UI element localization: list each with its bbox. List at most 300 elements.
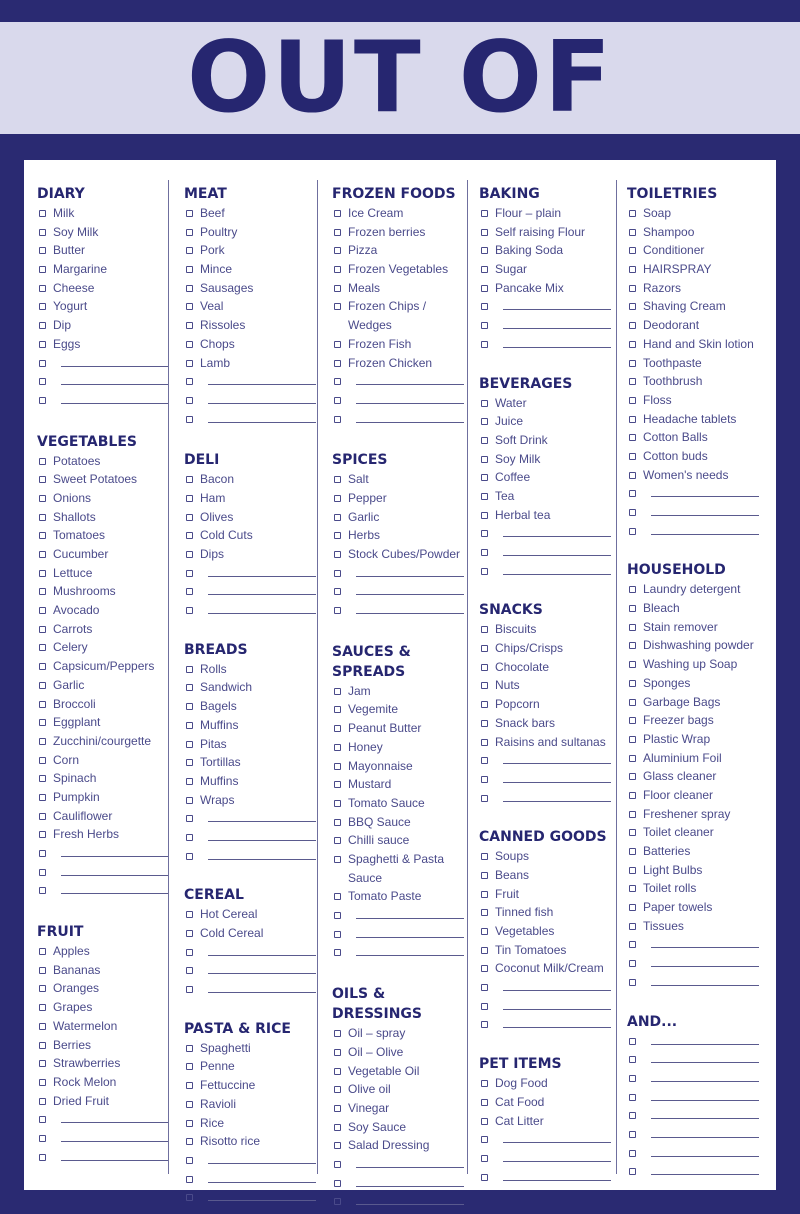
- checklist-item[interactable]: [37, 470, 171, 489]
- checklist-item[interactable]: [184, 716, 318, 735]
- item-label: Sponges: [643, 675, 691, 690]
- checklist-item[interactable]: [332, 508, 466, 527]
- checklist-item[interactable]: [37, 695, 171, 714]
- write-in-line: [651, 1044, 759, 1045]
- checklist-item[interactable]: [37, 732, 171, 751]
- write-in-line: [356, 1186, 464, 1187]
- checklist-item[interactable]: [479, 431, 613, 450]
- checklist-item[interactable]: [184, 335, 318, 354]
- checklist-item[interactable]: [37, 204, 171, 223]
- checklist-item[interactable]: [332, 775, 466, 794]
- blank-entry-line[interactable]: [184, 828, 318, 847]
- checklist-item[interactable]: [37, 223, 171, 242]
- checklist-item[interactable]: [332, 719, 466, 738]
- checklist-item[interactable]: [184, 260, 318, 279]
- checklist-item[interactable]: [332, 700, 466, 719]
- checklist-item[interactable]: [627, 767, 761, 786]
- blank-entry-line[interactable]: [479, 751, 613, 770]
- blank-entry-line[interactable]: [627, 1088, 761, 1107]
- blank-entry-line[interactable]: [627, 954, 761, 973]
- checklist-item[interactable]: [37, 1092, 171, 1111]
- blank-entry-line[interactable]: [332, 372, 466, 391]
- blank-entry-line[interactable]: [479, 297, 613, 316]
- item-label: Jam: [348, 683, 371, 698]
- checklist-item[interactable]: [332, 1062, 466, 1081]
- checklist-item[interactable]: [184, 678, 318, 697]
- checklist-item[interactable]: [37, 807, 171, 826]
- write-in-line: [651, 985, 759, 986]
- checklist-item[interactable]: [37, 676, 171, 695]
- blank-entry-line[interactable]: [627, 1050, 761, 1069]
- blank-entry-line[interactable]: [184, 564, 318, 583]
- item-label: Stock Cubes/Powder: [348, 547, 461, 562]
- blank-entry-line[interactable]: [332, 582, 466, 601]
- checklist-item[interactable]: [184, 697, 318, 716]
- checklist-item[interactable]: [184, 905, 318, 924]
- checklist-item[interactable]: [627, 204, 761, 223]
- checklist-item[interactable]: [37, 241, 171, 260]
- blank-entry-line[interactable]: [479, 1015, 613, 1034]
- checklist-item[interactable]: [479, 959, 613, 978]
- checklist-item[interactable]: [332, 850, 458, 887]
- item-label: Cat Food: [495, 1094, 545, 1109]
- checklist-item[interactable]: [332, 1118, 466, 1137]
- checklist-item[interactable]: [184, 791, 318, 810]
- checklist-item[interactable]: [627, 861, 761, 880]
- checklist-item[interactable]: [332, 887, 466, 906]
- section: [37, 184, 171, 410]
- blank-entry-line[interactable]: [479, 997, 613, 1016]
- checklist-item[interactable]: [627, 428, 761, 447]
- blank-entry-line[interactable]: [479, 1149, 613, 1168]
- item-label: BBQ Sauce: [348, 814, 411, 829]
- checklist-item[interactable]: [627, 447, 761, 466]
- blank-entry-line[interactable]: [627, 522, 761, 541]
- blank-entry-line[interactable]: [37, 844, 171, 863]
- checklist-item[interactable]: [627, 730, 761, 749]
- checklist-item[interactable]: [627, 618, 761, 637]
- checklist-item[interactable]: [184, 223, 318, 242]
- checklist-item[interactable]: [479, 866, 613, 885]
- checklist-item[interactable]: [627, 335, 761, 354]
- blank-entry-line[interactable]: [627, 1069, 761, 1088]
- blank-entry-line[interactable]: [37, 1110, 171, 1129]
- checklist-item[interactable]: [479, 639, 613, 658]
- blank-entry-line[interactable]: [627, 935, 761, 954]
- blank-entry-line[interactable]: [332, 1174, 466, 1193]
- checklist-item[interactable]: [332, 223, 466, 242]
- checklist-item[interactable]: [37, 825, 171, 844]
- blank-entry-line[interactable]: [184, 1188, 318, 1207]
- blank-entry-line[interactable]: [332, 943, 466, 962]
- checklist-item[interactable]: [37, 638, 171, 657]
- checklist-item[interactable]: [37, 1036, 171, 1055]
- write-in-line: [208, 594, 316, 595]
- blank-entry-line[interactable]: [184, 582, 318, 601]
- checklist-item[interactable]: [627, 711, 761, 730]
- checklist-item[interactable]: [479, 620, 613, 639]
- checklist-item[interactable]: [627, 580, 761, 599]
- checklist-item[interactable]: [332, 1080, 466, 1099]
- checklist-item[interactable]: [479, 847, 613, 866]
- checklist-item[interactable]: [332, 241, 466, 260]
- checklist-item[interactable]: [37, 297, 171, 316]
- checklist-item[interactable]: [627, 297, 761, 316]
- checklist-item[interactable]: [184, 354, 318, 373]
- section: [627, 1012, 761, 1182]
- item-label: Toilet rolls: [643, 881, 697, 896]
- section-title: SAUCES & SPREADS: [332, 643, 411, 680]
- checklist-item[interactable]: [37, 564, 171, 583]
- blank-entry-line[interactable]: [37, 881, 171, 900]
- checklist-item[interactable]: [627, 749, 761, 768]
- blank-entry-line[interactable]: [479, 1168, 613, 1187]
- item-label: Toilet cleaner: [643, 825, 714, 840]
- column-divider: [616, 180, 617, 1174]
- checklist-item[interactable]: [627, 316, 761, 335]
- checklist-item[interactable]: [332, 297, 458, 334]
- checklist-item[interactable]: [37, 788, 171, 807]
- checklist-item[interactable]: [332, 831, 466, 850]
- checklist-item[interactable]: [184, 660, 318, 679]
- checklist-item[interactable]: [37, 1073, 171, 1092]
- checklist-item[interactable]: [479, 1093, 613, 1112]
- blank-entry-line[interactable]: [184, 1151, 318, 1170]
- write-in-line: [651, 1062, 759, 1063]
- checklist-item[interactable]: [37, 751, 171, 770]
- checklist-item[interactable]: [184, 508, 318, 527]
- checklist-item[interactable]: [332, 470, 466, 489]
- item-label: Pancake Mix: [495, 280, 564, 295]
- checklist-item[interactable]: [479, 676, 613, 695]
- blank-entry-line[interactable]: [479, 789, 613, 808]
- item-label: Mince: [200, 262, 233, 277]
- checklist-item[interactable]: [479, 885, 613, 904]
- checklist-item[interactable]: [184, 924, 318, 943]
- checklist-item[interactable]: [627, 805, 761, 824]
- blank-entry-line[interactable]: [332, 391, 466, 410]
- item-label: Poultry: [200, 224, 238, 239]
- blank-entry-line[interactable]: [184, 372, 318, 391]
- checklist-item[interactable]: [37, 998, 171, 1017]
- item-label: Soy Milk: [53, 224, 99, 239]
- blank-entry-line[interactable]: [627, 1106, 761, 1125]
- checklist-item[interactable]: [184, 772, 318, 791]
- item-label: Butter: [53, 243, 86, 258]
- item-label: Laundry detergent: [643, 582, 741, 597]
- blank-entry-line[interactable]: [479, 335, 613, 354]
- checklist-item[interactable]: [627, 354, 761, 373]
- checklist-item[interactable]: [332, 682, 466, 701]
- checklist-item[interactable]: [479, 941, 613, 960]
- checklist-item[interactable]: [184, 316, 318, 335]
- item-label: Apples: [53, 944, 90, 959]
- checklist-item[interactable]: [479, 903, 613, 922]
- blank-entry-line[interactable]: [479, 1130, 613, 1149]
- checklist-item[interactable]: [37, 979, 171, 998]
- checklist-item[interactable]: [184, 526, 318, 545]
- checklist-item[interactable]: [479, 279, 613, 298]
- page-title: OUT OF: [186, 21, 614, 135]
- checklist-item[interactable]: [332, 757, 466, 776]
- checklist-item[interactable]: [332, 279, 466, 298]
- checklist-item[interactable]: [184, 1057, 318, 1076]
- item-label: Raisins and sultanas: [495, 734, 606, 749]
- checklist-item[interactable]: [332, 335, 466, 354]
- write-in-line: [503, 1161, 611, 1162]
- checklist-item[interactable]: [479, 223, 613, 242]
- blank-entry-line[interactable]: [479, 562, 613, 581]
- blank-entry-line[interactable]: [184, 961, 318, 980]
- checklist-item[interactable]: [627, 693, 761, 712]
- checklist-item[interactable]: [37, 657, 171, 676]
- checklist-item[interactable]: [332, 1024, 466, 1043]
- item-label: Corn: [53, 752, 80, 767]
- write-in-line: [356, 422, 464, 423]
- checklist-item[interactable]: [332, 354, 466, 373]
- checklist-item[interactable]: [332, 204, 466, 223]
- item-label: Mayonnaise: [348, 758, 413, 773]
- blank-entry-line[interactable]: [184, 601, 318, 620]
- blank-entry-line[interactable]: [37, 1148, 171, 1167]
- checklist-item[interactable]: [479, 394, 613, 413]
- checklist-item[interactable]: [184, 1076, 318, 1095]
- item-label: Women's needs: [643, 467, 729, 482]
- item-label: Wraps: [200, 792, 235, 807]
- blank-entry-line[interactable]: [37, 354, 171, 373]
- item-label: Olive oil: [348, 1082, 391, 1097]
- section-title: FRUIT: [37, 924, 84, 941]
- blank-entry-line[interactable]: [479, 543, 613, 562]
- section: [332, 642, 466, 962]
- blank-entry-line[interactable]: [184, 410, 318, 429]
- checklist-item[interactable]: [627, 466, 761, 485]
- item-label: Chocolate: [495, 659, 550, 674]
- blank-entry-line[interactable]: [37, 391, 171, 410]
- section-title: AND...: [627, 1013, 678, 1030]
- checklist-item[interactable]: [479, 506, 613, 525]
- blank-entry-line[interactable]: [332, 410, 466, 429]
- blank-entry-line[interactable]: [627, 973, 761, 992]
- item-label: Snack bars: [495, 715, 556, 730]
- blank-entry-line[interactable]: [184, 1170, 318, 1189]
- checklist-item[interactable]: [184, 1132, 318, 1151]
- checklist-item[interactable]: [184, 545, 318, 564]
- item-label: Glass cleaner: [643, 769, 717, 784]
- checklist-item[interactable]: [627, 655, 761, 674]
- checklist-item[interactable]: [37, 489, 171, 508]
- blank-entry-line[interactable]: [332, 925, 466, 944]
- write-in-line: [356, 576, 464, 577]
- section-title: BREADS: [184, 641, 248, 658]
- checklist-item[interactable]: [184, 1114, 318, 1133]
- checklist-item[interactable]: [37, 452, 171, 471]
- checklist-item[interactable]: [37, 508, 171, 527]
- blank-entry-line[interactable]: [479, 524, 613, 543]
- checklist-item[interactable]: [332, 1136, 466, 1155]
- item-label: Pepper: [348, 490, 387, 505]
- blank-entry-line[interactable]: [479, 316, 613, 335]
- item-label: Lettuce: [53, 565, 93, 580]
- checklist-item[interactable]: [37, 545, 171, 564]
- checklist-item[interactable]: [479, 658, 613, 677]
- item-label: Plastic Wrap: [643, 731, 711, 746]
- checklist-item[interactable]: [37, 582, 171, 601]
- item-label: Chops: [200, 336, 235, 351]
- checklist-item[interactable]: [627, 391, 761, 410]
- checklist-item[interactable]: [479, 695, 613, 714]
- checklist-item[interactable]: [627, 223, 761, 242]
- blank-entry-line[interactable]: [479, 978, 613, 997]
- blank-entry-line[interactable]: [184, 847, 318, 866]
- blank-entry-line[interactable]: [627, 1162, 761, 1181]
- checklist-item[interactable]: [332, 545, 466, 564]
- item-label: Shampoo: [643, 224, 695, 239]
- checklist-item[interactable]: [37, 1054, 171, 1073]
- blank-entry-line[interactable]: [627, 503, 761, 522]
- checklist-item[interactable]: [37, 526, 171, 545]
- checklist-item[interactable]: [627, 372, 761, 391]
- checklist-item[interactable]: [184, 297, 318, 316]
- blank-entry-line[interactable]: [627, 1144, 761, 1163]
- item-label: Cauliflower: [53, 808, 113, 823]
- checklist-item[interactable]: [479, 714, 613, 733]
- checklist-item[interactable]: [184, 753, 318, 772]
- checklist-item[interactable]: [479, 241, 613, 260]
- item-label: Pumpkin: [53, 789, 100, 804]
- blank-entry-line[interactable]: [37, 863, 171, 882]
- item-label: Chilli sauce: [348, 833, 410, 848]
- checklist-item[interactable]: [37, 601, 171, 620]
- item-label: Rolls: [200, 661, 227, 676]
- blank-entry-line[interactable]: [184, 943, 318, 962]
- checklist-item[interactable]: [37, 279, 171, 298]
- checklist-item[interactable]: [37, 769, 171, 788]
- blank-entry-line[interactable]: [627, 484, 761, 503]
- item-label: Bleach: [643, 601, 680, 616]
- blank-entry-line[interactable]: [184, 980, 318, 999]
- section-title: CANNED GOODS: [479, 829, 607, 846]
- write-in-line: [356, 1204, 464, 1205]
- checklist-item[interactable]: [627, 279, 761, 298]
- blank-entry-line[interactable]: [332, 601, 466, 620]
- checklist-item[interactable]: [479, 922, 613, 941]
- checklist-item[interactable]: [332, 1099, 466, 1118]
- checklist-item[interactable]: [184, 489, 318, 508]
- checklist-item[interactable]: [332, 794, 466, 813]
- checklist-item[interactable]: [627, 674, 761, 693]
- blank-entry-line[interactable]: [37, 372, 171, 391]
- blank-entry-line[interactable]: [332, 564, 466, 583]
- checklist-item[interactable]: [627, 823, 761, 842]
- blank-entry-line[interactable]: [332, 1155, 466, 1174]
- checklist-item[interactable]: [627, 636, 761, 655]
- checklist-item[interactable]: [627, 410, 761, 429]
- checklist-item[interactable]: [479, 450, 613, 469]
- item-label: Vegetable Oil: [348, 1063, 420, 1078]
- checklist-item[interactable]: [627, 260, 761, 279]
- checklist-item[interactable]: [184, 735, 318, 754]
- checklist-item[interactable]: [37, 942, 171, 961]
- blank-entry-line[interactable]: [627, 1125, 761, 1144]
- checklist-item[interactable]: [37, 1017, 171, 1036]
- checklist-item[interactable]: [627, 879, 761, 898]
- checklist-item[interactable]: [184, 204, 318, 223]
- item-label: Pork: [200, 243, 225, 258]
- checklist-item[interactable]: [37, 713, 171, 732]
- write-in-line: [651, 1174, 759, 1175]
- write-in-line: [651, 515, 759, 516]
- blank-entry-line[interactable]: [332, 906, 466, 925]
- checklist-item[interactable]: [184, 279, 318, 298]
- blank-entry-line[interactable]: [332, 1192, 466, 1211]
- checklist-item[interactable]: [37, 260, 171, 279]
- item-label: Meals: [348, 280, 381, 295]
- item-label: Sandwich: [200, 680, 253, 695]
- blank-entry-line[interactable]: [479, 770, 613, 789]
- checklist-item[interactable]: [332, 813, 466, 832]
- checklist-item[interactable]: [479, 1074, 613, 1093]
- checklist-item[interactable]: [332, 526, 466, 545]
- blank-entry-line[interactable]: [184, 809, 318, 828]
- checklist-item[interactable]: [479, 468, 613, 487]
- checklist-item[interactable]: [184, 470, 318, 489]
- checklist-item[interactable]: [479, 204, 613, 223]
- section: [479, 374, 613, 581]
- checklist-item[interactable]: [184, 1039, 318, 1058]
- checklist-item[interactable]: [37, 316, 171, 335]
- checklist-item[interactable]: [184, 241, 318, 260]
- checklist-item[interactable]: [479, 412, 613, 431]
- checklist-item[interactable]: [627, 786, 761, 805]
- checklist-item[interactable]: [332, 738, 466, 757]
- item-label: Onions: [53, 490, 92, 505]
- checklist-item[interactable]: [37, 961, 171, 980]
- checklist-item[interactable]: [627, 599, 761, 618]
- blank-entry-line[interactable]: [627, 1032, 761, 1051]
- checklist-item[interactable]: [184, 1095, 318, 1114]
- checklist-item[interactable]: [37, 335, 171, 354]
- checklist-item[interactable]: [479, 1112, 613, 1131]
- section: [184, 640, 318, 866]
- checklist-item[interactable]: [627, 842, 761, 861]
- section-title: CEREAL: [184, 887, 244, 904]
- checklist-item[interactable]: [479, 260, 613, 279]
- checklist-item[interactable]: [332, 260, 466, 279]
- write-in-line: [356, 403, 464, 404]
- item-label: Rock Melon: [53, 1074, 117, 1089]
- item-label: Celery: [53, 640, 88, 655]
- checklist-item[interactable]: [37, 620, 171, 639]
- checklist-item[interactable]: [479, 487, 613, 506]
- section: [627, 560, 761, 991]
- section-title: HOUSEHOLD: [627, 562, 726, 579]
- checklist-item[interactable]: [479, 733, 613, 752]
- blank-entry-line[interactable]: [184, 391, 318, 410]
- checklist-item[interactable]: [627, 917, 761, 936]
- checklist-item[interactable]: [627, 898, 761, 917]
- item-label: Toothpaste: [643, 355, 702, 370]
- column-3: [332, 184, 466, 1211]
- checklist-item[interactable]: [332, 489, 466, 508]
- checklist-item[interactable]: [627, 241, 761, 260]
- section-title: DIARY: [37, 186, 85, 202]
- item-label: Cold Cereal: [200, 926, 264, 940]
- item-label: Tea: [495, 488, 515, 503]
- checklist-item[interactable]: [332, 1043, 466, 1062]
- item-label: Lamb: [200, 355, 231, 370]
- blank-entry-line[interactable]: [37, 1129, 171, 1148]
